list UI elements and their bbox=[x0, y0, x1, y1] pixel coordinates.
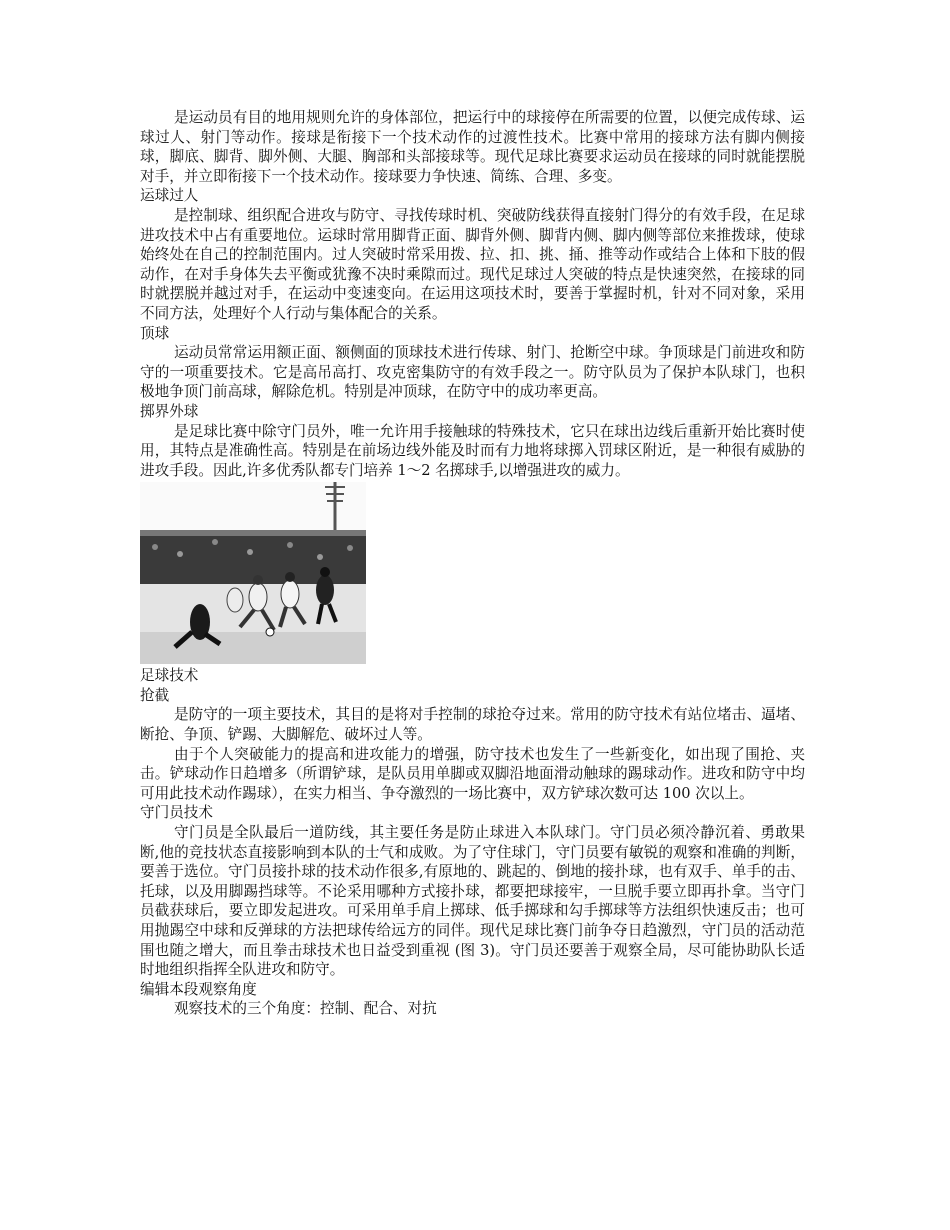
dribble-heading: 运球过人 bbox=[140, 187, 199, 205]
header-heading: 顶球 bbox=[140, 324, 170, 342]
receive-paragraph: 是运动员有目的地用规则允许的身体部位，把运行中的球接停在所需要的位置，以便完成传球、运球过人、射门等动作。接球是衔接下一个技术动作的过渡性技术。比赛中常用的接球方法有脚内侧接球，脚底、脚背、脚外侧、大腿、胸部和头部接球等。现代足球比赛要求运动员在接球的同时就能摆脱对手，并立即衔接下一个技术动作。接球要力争快速、简练、合理、多变。 bbox=[140, 109, 805, 185]
dribble-paragraph: 是控制球、组织配合进攻与防守、寻找传球时机、突破防线获得直接射门得分的有效手段，在足球进攻技术中占有重要地位。运球时常用脚背正面、脚背外侧、脚背内侧、脚内侧等部位来推拨球，使球始终处在自己的控制范围内。过人突破时常采用拨、拉、扣、挑、捅、推等动作或结合上体和下肢的假动作，在对手身体失去平衡或犹豫不决时乘隙而过。现代足球过人突破的特点是快速突然，在接球的同时就摆脱并越过对手，在运动中变速变向。在运用这项技术时，要善于掌握时机，针对不同对象，采用不同方法，处理好个人行动与集体配合的关系。 bbox=[140, 206, 805, 322]
keeper-paragraph: 守门员是全队最后一道防线，其主要任务是防止球进入本队球门。守门员必须冷静沉着、勇敢果断,他的竞技状态直接影响到本队的士气和成败。为了守住球门，守门员要有敏锐的观察和准确的判断，要善于选位。守门员接扑球的技术动作很多,有原地的、跳起的、倒地的接扑球，也有双手、单手的击、托球，以及用脚踢挡球等。不论采用哪种方式接扑球，都要把球接牢，一旦脱手要立即再扑拿。当守门员截获球后，要立即发起进攻。可采用单手肩上掷球、低手掷球和勾手掷球等方法组织快速反击；也可用抛踢空中球和反弹球的方法把球传给远方的同伴。现代足球比赛门前争夺日趋激烈，守门员的活动范围也随之增大，而且拳击球技术也日益受到重视 (图 3)。守门员还要善于观察全局，尽可能协助队长适时地组织指挥全队进攻和防守。 bbox=[140, 824, 805, 979]
tackle-paragraph-1: 是防守的一项主要技术，其目的是将对手控制的球抢夺过来。常用的防守技术有站位堵击、逼堵、断抢、争顶、铲踢、大脚解危、破坏过人等。 bbox=[140, 706, 805, 744]
throwin-heading: 掷界外球 bbox=[140, 402, 199, 420]
tackle-paragraph-2: 由于个人突破能力的提高和进攻能力的增强，防守技术也发生了一些新变化，如出现了围抢、夹击。铲球动作日趋增多（所谓铲球，是队员用单脚或双脚沿地面滑动触球的踢球动作。进攻和防守中均可用此技术动作踢球），在实力相当、争夺激烈的一场比赛中，双方铲球次数可达 100 次以上。 bbox=[140, 745, 805, 802]
photo-caption: 足球技术 bbox=[140, 667, 199, 685]
document-page bbox=[140, 108, 805, 1019]
header-paragraph: 运动员常常运用额正面、额侧面的顶球技术进行传球、射门、抢断空中球。争顶球是门前进攻和防守的一项重要技术。它是高吊高打、攻克密集防守的有效手段之一。防守队员为了保护本队球门，也积极地争顶门前高球，解除危机。特别是冲顶球，在防守中的成功率更高。 bbox=[140, 344, 805, 401]
angle-paragraph: 观察技术的三个角度：控制、配合、对抗 bbox=[174, 1000, 437, 1018]
football-match-photo bbox=[140, 482, 366, 664]
keeper-heading: 守门员技术 bbox=[140, 804, 213, 822]
tackle-heading: 抢截 bbox=[140, 686, 170, 704]
throwin-paragraph: 是足球比赛中除守门员外，唯一允许用手接触球的特殊技术，它只在球出边线后重新开始比赛时使用，其特点是准确性高。特别是在前场边线外能及时而有力地将球掷入罚球区附近，是一种很有威胁的进攻手段。因此,许多优秀队都专门培养 1～2 名掷球手,以增强进攻的威力。 bbox=[140, 422, 805, 479]
angle-heading: 编辑本段观察角度 bbox=[140, 980, 257, 998]
